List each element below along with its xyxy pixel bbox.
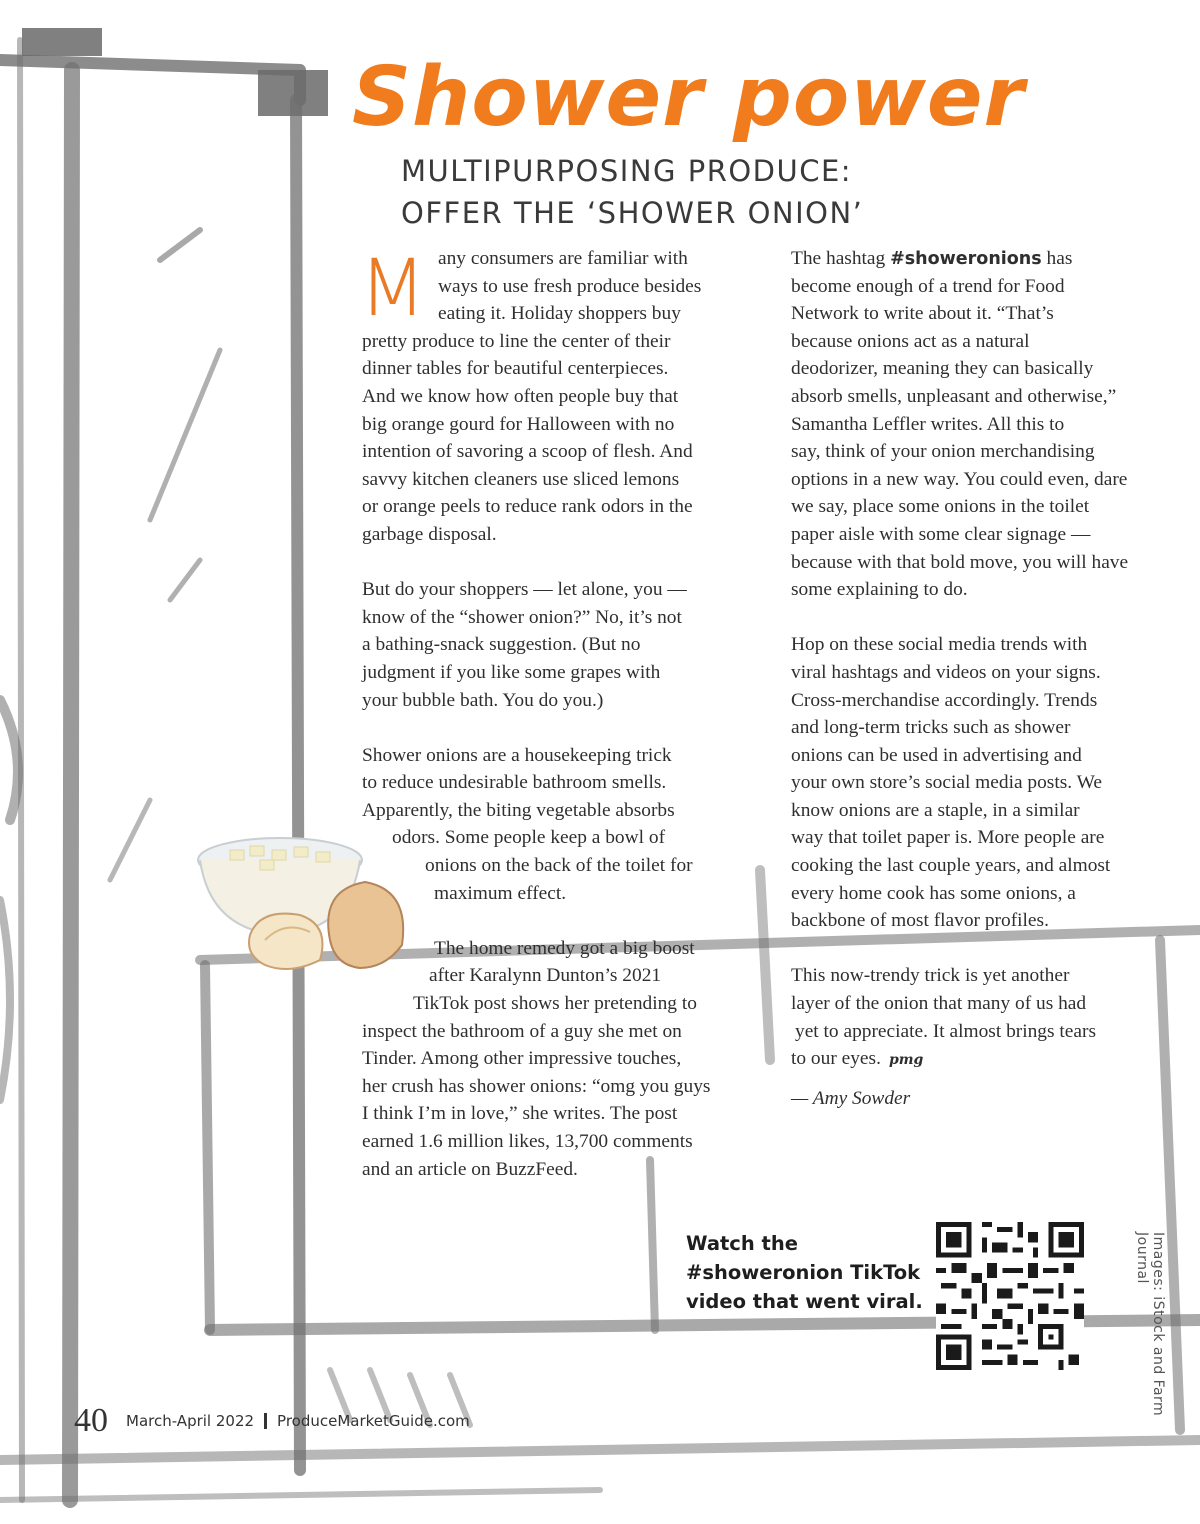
paragraph — [362, 742, 710, 908]
text-line: viral hashtags and videos on your signs. — [791, 661, 1101, 683]
hashtag-link[interactable]: #showeronions — [890, 249, 1042, 269]
paragraph — [791, 962, 1128, 1072]
tiktok-callout — [686, 1229, 923, 1316]
text-line: deodorizer, meaning they can basically — [791, 358, 1094, 380]
paragraph — [362, 245, 710, 549]
text-line: or orange peels to reduce rank odors in the — [362, 496, 693, 518]
article-title: Shower power — [352, 50, 1025, 145]
text-line: big orange gourd for Halloween with no — [362, 413, 675, 435]
text-line: pretty produce to line the center of their — [362, 330, 671, 352]
article-subtitle — [401, 150, 863, 234]
text-line: inspect the bathroom of a guy she met on — [362, 1020, 682, 1042]
text-line: options in a new way. You could even, dare — [791, 468, 1128, 490]
left-column — [362, 245, 710, 1183]
callout-line: Watch the — [686, 1232, 798, 1255]
text-line: The home remedy got a big boost — [434, 937, 695, 959]
text-line: I think I’m in love,” she writes. The post — [362, 1103, 678, 1125]
text-line: onions on the back of the toilet for — [425, 855, 693, 877]
text-line: layer of the onion that many of us had — [791, 993, 1087, 1015]
text-line: onions can be used in advertising and — [791, 744, 1082, 766]
text-line: eating it. Holiday shoppers buy — [438, 303, 681, 325]
text-line — [791, 1045, 1128, 1073]
text-line: after Karalynn Dunton’s 2021 — [429, 965, 662, 987]
text-line: know onions are a staple, in a similar — [791, 799, 1080, 821]
text-fragment: to our eyes. — [791, 1048, 881, 1070]
page-number: 40 — [74, 1402, 108, 1439]
text-line: Samantha Leffler writes. All this to — [791, 413, 1065, 435]
text-line: dinner tables for beautiful centerpieces. — [362, 358, 669, 380]
paragraph — [362, 935, 710, 1183]
text-line: savvy kitchen cleaners use sliced lemons — [362, 468, 680, 490]
text-line: intention of savoring a scoop of flesh. And — [362, 441, 693, 463]
text-line: some explaining to do. — [791, 579, 968, 601]
text-line: Tinder. Among other impressive touches, — [362, 1048, 682, 1070]
text-line: her crush has shower onions: “omg you guys — [362, 1075, 711, 1097]
text-line: ways to use fresh produce besides — [438, 275, 702, 297]
text-line: and an article on BuzzFeed. — [362, 1158, 578, 1180]
image-credit: Images: iStock and Farm Journal — [1134, 1232, 1166, 1417]
text-line: And we know how often people buy that — [362, 385, 679, 407]
text-line: earned 1.6 million likes, 13,700 comments — [362, 1131, 693, 1152]
text-line: Network to write about it. “That’s — [791, 303, 1054, 325]
text-line: a bathing-snack suggestion. (But no — [362, 634, 641, 656]
text-line: every home cook has some onions, a — [791, 882, 1076, 904]
text-line: maximum effect. — [434, 882, 567, 904]
text-line: judgment if you like some grapes with — [362, 661, 661, 683]
paragraph — [791, 245, 1128, 604]
text-line: odors. Some people keep a bowl of — [392, 827, 666, 849]
text-line: Hop on these social media trends with — [791, 634, 1088, 656]
text-line: your own store’s social media posts. We — [791, 772, 1102, 794]
text-line: and long-term tricks such as shower — [791, 717, 1071, 739]
page-footer — [74, 1402, 470, 1440]
paragraph — [791, 631, 1128, 935]
text-line — [791, 245, 1128, 273]
qr-code[interactable] — [936, 1222, 1084, 1370]
author-byline: — Amy Sowder — [791, 1087, 911, 1109]
text-line: paper aisle with some clear signage — — [791, 523, 1091, 545]
end-mark: pmg — [888, 1052, 924, 1069]
text-line: cooking the last couple years, and almost — [791, 855, 1111, 877]
text-line: yet to appreciate. It almost brings tears — [795, 1020, 1096, 1042]
text-line: Shower onions are a housekeeping trick — [362, 744, 672, 766]
text-line: absorb smells, unpleasant and otherwise,” — [791, 385, 1117, 407]
subtitle-line: MULTIPURPOSING PRODUCE: — [401, 154, 853, 188]
text-line: garbage disposal. — [362, 523, 497, 545]
text-line: This now-trendy trick is yet another — [791, 965, 1070, 987]
text-fragment: The hashtag — [791, 248, 891, 269]
callout-line: #showeronion TikTok — [686, 1261, 921, 1284]
text-line: your bubble bath. You do you.) — [362, 689, 604, 711]
text-line: TikTok post shows her pretending to — [413, 993, 697, 1015]
text-line: way that toilet paper is. More people are — [791, 827, 1105, 849]
right-column — [791, 245, 1128, 1112]
issue-date: March-April 2022 — [126, 1412, 255, 1430]
text-line: become enough of a trend for Food — [791, 275, 1065, 297]
text-line: to reduce undesirable bathroom smells. — [362, 772, 667, 794]
callout-line: video that went viral. — [686, 1290, 923, 1313]
text-fragment: has — [1041, 248, 1073, 269]
text-line: say, think of your onion merchandising — [791, 441, 1095, 463]
text-line: Apparently, the biting vegetable absorbs — [362, 799, 675, 821]
text-line: know of the “shower onion?” No, it’s not — [362, 606, 682, 628]
text-line: because with that bold move, you will have — [791, 551, 1129, 573]
text-line: But do your shoppers — let alone, you — — [362, 579, 687, 601]
text-line: any consumers are familiar with — [438, 248, 688, 269]
website-link[interactable]: ProduceMarketGuide.com — [277, 1412, 470, 1430]
subtitle-line: OFFER THE ‘SHOWER ONION’ — [401, 196, 864, 230]
divider — [264, 1413, 267, 1429]
paragraph — [362, 576, 710, 714]
text-line: we say, place some onions in the toilet — [791, 496, 1090, 518]
text-line: because onions act as a natural — [791, 330, 1030, 352]
text-line: backbone of most flavor profiles. — [791, 910, 1049, 932]
drop-cap: M — [359, 244, 427, 334]
text-line: Cross-merchandise accordingly. Trends — [791, 689, 1098, 711]
